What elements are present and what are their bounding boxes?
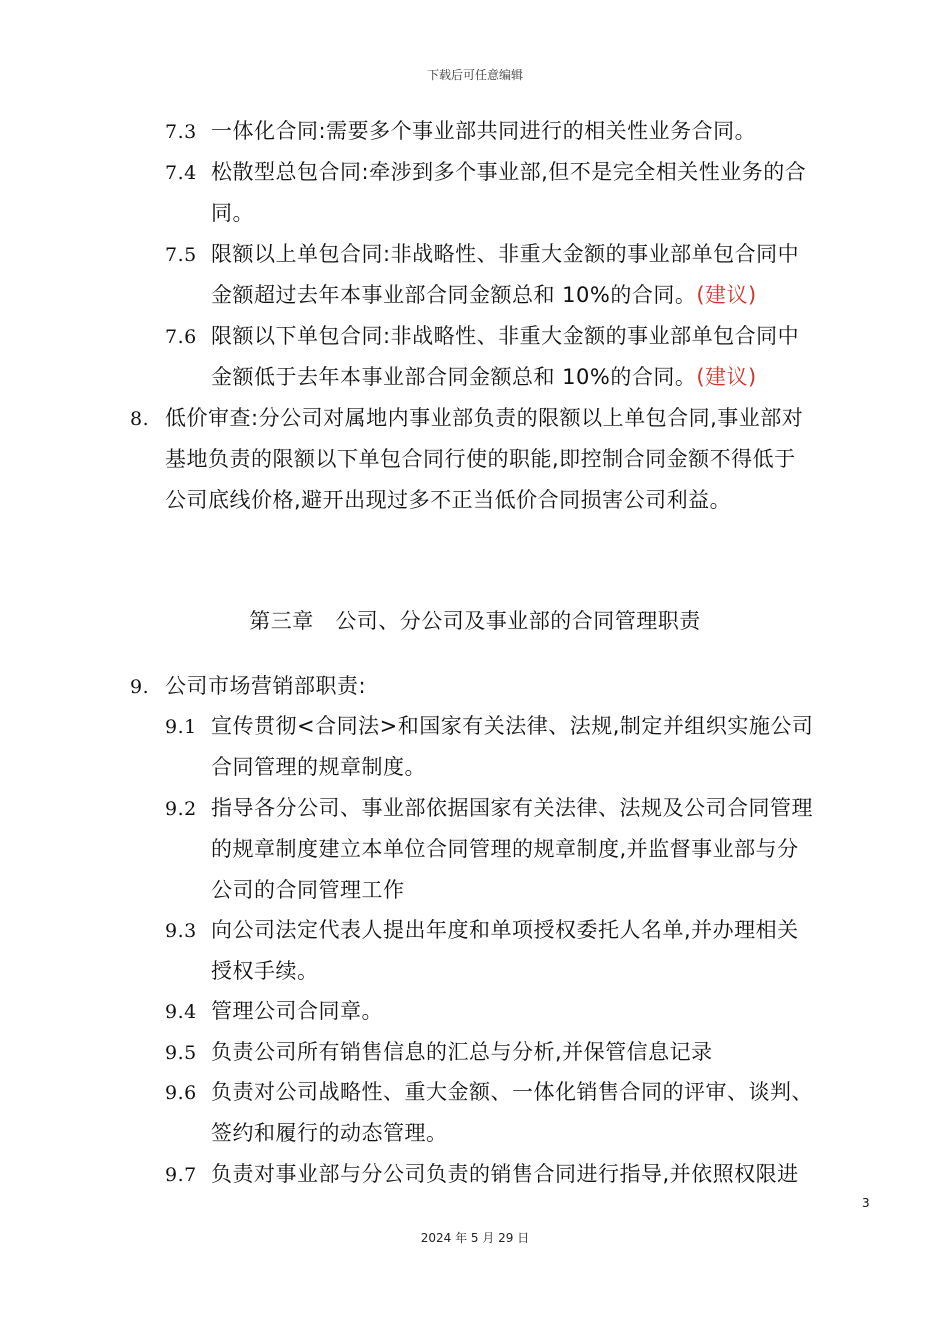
item-9-5	[165, 1038, 713, 1067]
item-number: 9.2	[165, 798, 197, 820]
item-9-6	[165, 1078, 813, 1107]
item-text: 负责公司所有销售信息的汇总与分析,并保管信息记录	[211, 1040, 713, 1064]
item-8-cont-1: 基地负责的限额以下单包合同行使的职能,即控制合同金额不得低于	[165, 447, 796, 471]
item-number: 9.4	[165, 1001, 197, 1023]
item-text: 一体化合同:需要多个事业部共同进行的相关性业务合同。	[211, 119, 757, 143]
item-9-7	[165, 1160, 799, 1189]
item-number: 9.6	[165, 1082, 197, 1104]
item-text: 向公司法定代表人提出年度和单项授权委托人名单,并办理相关	[211, 918, 799, 942]
item-9-1	[165, 712, 813, 741]
item-9	[130, 672, 366, 701]
item-text: 金额低于去年本事业部合同金额总和 10%的合同。	[211, 365, 697, 389]
item-number: 9.1	[165, 716, 197, 738]
item-9-2-cont-1: 的规章制度建立本单位合同管理的规章制度,并监督事业部与分	[211, 837, 799, 861]
item-number: 7.5	[165, 244, 197, 266]
item-7-6	[165, 322, 799, 351]
item-text: 公司市场营销部职责:	[165, 674, 367, 698]
item-9-2-cont-2: 公司的合同管理工作	[211, 878, 405, 902]
item-9-6-cont: 签约和履行的动态管理。	[211, 1121, 448, 1145]
item-text: 指导各分公司、事业部依据国家有关法律、法规及公司合同管理	[211, 796, 813, 820]
item-number: 9.3	[165, 920, 197, 942]
item-number: 9.7	[165, 1164, 197, 1186]
item-7-5-cont	[211, 281, 757, 309]
chapter-heading: 第三章 公司、分公司及事业部的合同管理职责	[249, 609, 701, 633]
item-9-2	[165, 794, 813, 823]
item-number: 9.5	[165, 1042, 197, 1064]
item-text: 金额超过去年本事业部合同金额总和 10%的合同。	[211, 283, 697, 307]
item-text: 松散型总包合同:牵涉到多个事业部,但不是完全相关性业务的合	[211, 160, 807, 184]
item-9-1-cont: 合同管理的规章制度。	[211, 755, 426, 779]
suggestion-note: (建议)	[696, 365, 757, 389]
suggestion-note: (建议)	[696, 283, 757, 307]
item-text: 限额以下单包合同:非战略性、非重大金额的事业部单包合同中	[211, 324, 800, 348]
item-7-3	[165, 117, 756, 146]
item-text: 管理公司合同章。	[211, 999, 383, 1023]
item-text: 低价审查:分公司对属地内事业部负责的限额以上单包合同,事业部对	[165, 406, 804, 430]
item-number: 7.4	[165, 162, 197, 184]
item-7-5	[165, 240, 799, 269]
item-number: 8.	[130, 408, 150, 430]
page-header: 下载后可任意编辑	[426, 68, 523, 82]
page-footer-date: 2024 年 5 月 29 日	[420, 1231, 530, 1245]
item-number: 9.	[130, 676, 150, 698]
item-7-4	[165, 158, 806, 187]
item-9-4	[165, 997, 383, 1026]
item-9-3	[165, 916, 799, 945]
item-8	[130, 404, 803, 433]
item-text: 限额以上单包合同:非战略性、非重大金额的事业部单包合同中	[211, 242, 800, 266]
item-7-4-cont: 同。	[211, 201, 254, 225]
page-number: 3	[862, 1196, 870, 1210]
item-text: 负责对公司战略性、重大金额、一体化销售合同的评审、谈判、	[211, 1080, 813, 1104]
item-number: 7.6	[165, 326, 197, 348]
item-7-6-cont	[211, 363, 757, 391]
item-text: 宣传贯彻<合同法>和国家有关法律、法规,制定并组织实施公司	[211, 714, 814, 738]
item-8-cont-2: 公司底线价格,避开出现过多不正当低价合同损害公司利益。	[165, 488, 732, 512]
item-number: 7.3	[165, 121, 197, 143]
item-text: 负责对事业部与分公司负责的销售合同进行指导,并依照权限进	[211, 1162, 799, 1186]
item-9-3-cont: 授权手续。	[211, 959, 319, 983]
